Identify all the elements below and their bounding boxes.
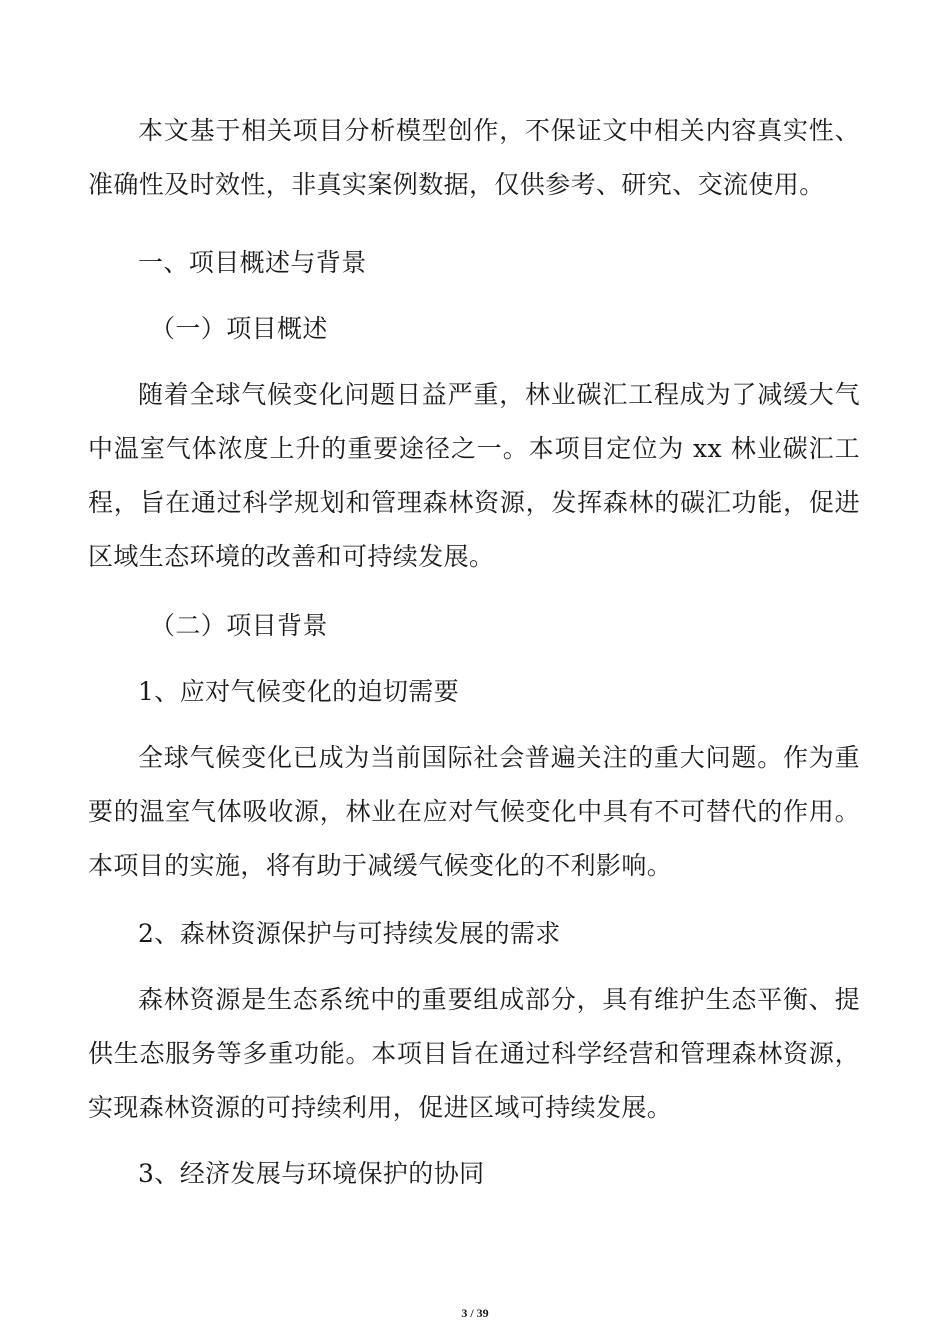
page-number: 3 / 39: [461, 1306, 489, 1320]
subsection-heading-overview: （一）项目概述: [150, 314, 328, 343]
item-heading-3: 3、经济发展与环境保护的协同: [138, 1159, 485, 1188]
item-paragraph-1: 全球气候变化已成为当前国际社会普遍关注的重大问题。作为重要的温室气体吸收源，林业在应对气候变化中具有不可替代的作用。本项目的实施，将有助于减缓气候变化的不利影响。: [88, 743, 860, 880]
subsection-heading-background: （二）项目背景: [150, 611, 328, 640]
overview-paragraph: 随着全球气候变化问题日益严重，林业碳汇工程成为了减缓大气中温室气体浓度上升的重要途径之一。本项目定位为 xx 林业碳汇工程，旨在通过科学规划和管理森林资源，发挥森林的碳汇功能，促进区域生态环境的改善和可持续发展。: [88, 380, 860, 571]
item-paragraph-2: 森林资源是生态系统中的重要组成部分，具有维护生态平衡、提供生态服务等多重功能。本项目旨在通过科学经营和管理森林资源，实现森林资源的可持续利用，促进区域可持续发展。: [88, 985, 860, 1122]
disclaimer-paragraph: 本文基于相关项目分析模型创作，不保证文中相关内容真实性、准确性及时效性，非真实案例数据，仅供参考、研究、交流使用。: [88, 116, 860, 199]
item-heading-2: 2、森林资源保护与可持续发展的需求: [138, 919, 561, 948]
item-heading-1: 1、应对气候变化的迫切需要: [138, 677, 460, 706]
section-heading: 一、项目概述与背景: [138, 248, 367, 277]
